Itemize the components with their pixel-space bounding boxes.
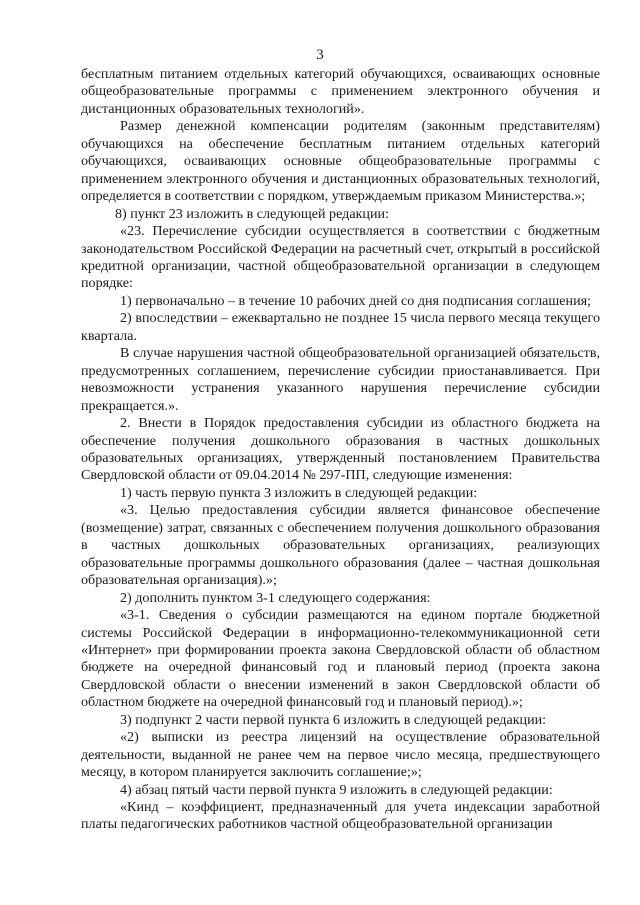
paragraph: «3-1. Сведения о субсидии размещаются на едином портале бюджетной системы Российской Федерации в информационно-телекоммуникационной сети «Интернет» при формировании проекта закона Свердловской области об областном бюджете на очередной финансовый год и плановый период (проекта закона Свердловской области о внесении изменений в закон Свердловской области об областном бюджете на очередной финансовый год и плановый период).»; bbox=[81, 607, 600, 711]
paragraph: 2. Внести в Порядок предоставления субсидии из областного бюджета на обеспечение получения дошкольного образования в частных дошкольных образовательных организациях, утвержденный постановлением Правительства Свердловской области от 09.04.2014 № 297-ПП, следующие изменения: bbox=[81, 415, 600, 484]
paragraph: В случае нарушения частной общеобразовательной организацией обязательств, предусмотренных соглашением, перечисление субсидии приостанавливается. При невозможности устранения указанного нарушения перечисление субсидии прекращается.». bbox=[81, 345, 600, 414]
paragraph: Размер денежной компенсации родителям (законным представителям) обучающихся на обеспечение бесплатным питанием отдельных категорий обучающихся, осваивающих основные общеобразовательные программы с применением электронного обучения и дистанционных образовательных технологий, определяется в соответствии с порядком, утверждаемым приказом Министерства.»; bbox=[81, 118, 600, 205]
paragraph: 2) впоследствии – ежеквартально не позднее 15 числа первого месяца текущего квартала. bbox=[81, 310, 600, 344]
paragraph: «Кинд – коэффициент, предназначенный для учета индексации заработной платы педагогических работников частной общеобразовательной организации bbox=[81, 799, 600, 833]
paragraph: 2) дополнить пунктом 3-1 следующего содержания: bbox=[120, 589, 431, 606]
paragraph: «2) выписки из реестра лицензий на осуществление образовательной деятельности, выданной не ранее чем на первое число месяца, предшествующего месяцу, в котором планируется заключить соглашение;»; bbox=[81, 729, 600, 781]
paragraph: 1) первоначально – в течение 10 рабочих дней со дня подписания соглашения; bbox=[120, 292, 592, 309]
paragraph: «3. Целью предоставления субсидии является финансовое обеспечение (возмещение) затрат, связанных с обеспечением получения дошкольного образования в частных дошкольных образовательных организациях, реализующих образовательные программы дошкольного образования (далее – частная дошкольная образовательная организация).»; bbox=[81, 502, 600, 589]
document-body bbox=[81, 66, 600, 834]
paragraph: 8) пункт 23 изложить в следующей редакции: bbox=[115, 205, 389, 222]
paragraph: 1) часть первую пункта 3 изложить в следующей редакции: bbox=[120, 484, 478, 501]
paragraph: «23. Перечисление субсидии осуществляется в соответствии с бюджетным законодательством Российской Федерации на расчетный счет, открытый в российской кредитной организации, частной общеобразовательной организации в следующем порядке: bbox=[81, 223, 600, 292]
page-number: 3 bbox=[316, 47, 324, 63]
paragraph: 3) подпункт 2 части первой пункта 6 изложить в следующей редакции: bbox=[120, 711, 547, 728]
paragraph: 4) абзац пятый части первой пункта 9 изложить в следующей редакции: bbox=[120, 781, 553, 798]
paragraph: бесплатным питанием отдельных категорий обучающихся, осваивающих основные общеобразовательные программы с применением электронного обучения и дистанционных образовательных технологий». bbox=[81, 66, 600, 117]
